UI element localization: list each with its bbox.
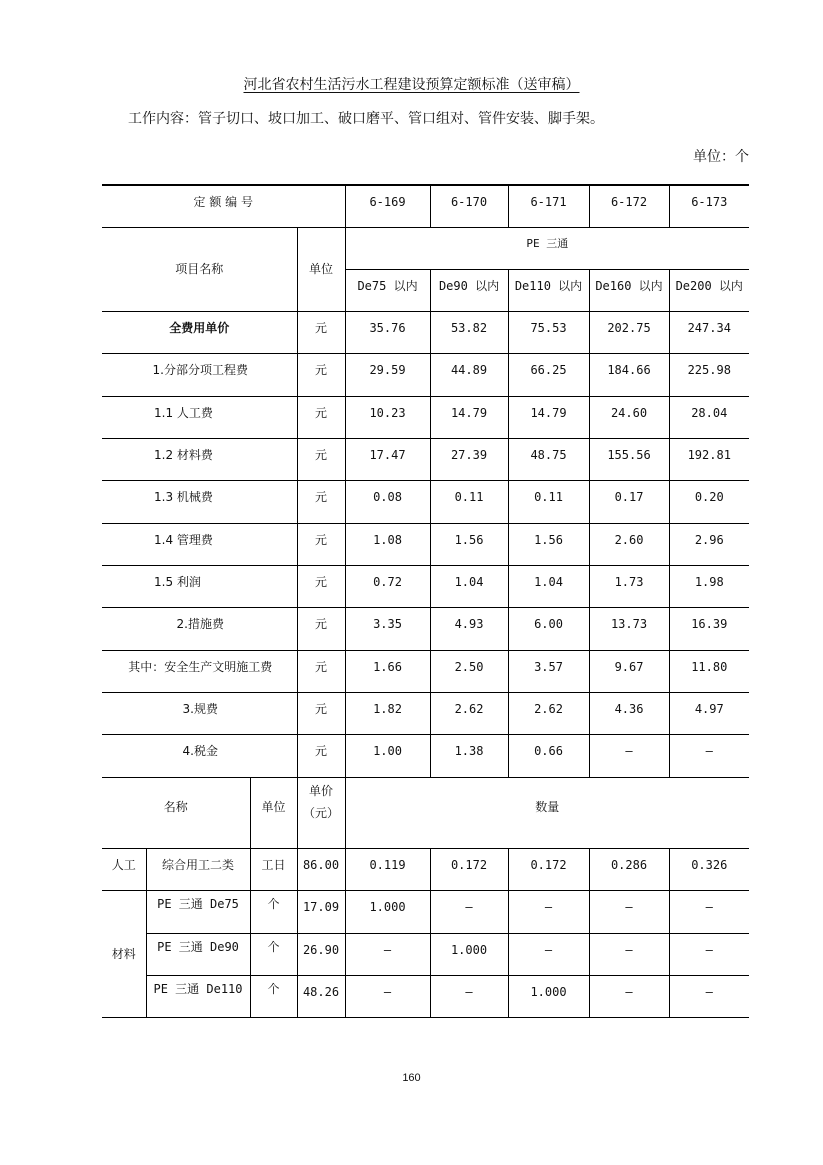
cost-value: 6.00 — [508, 607, 589, 650]
material-row — [102, 975, 749, 1017]
cost-value: 44.89 — [430, 353, 508, 396]
material-quantity: – — [589, 933, 669, 975]
material-quantity: – — [345, 975, 430, 1017]
spec-header: De75 以内 — [345, 269, 430, 311]
unit-header: 单位 — [297, 227, 345, 311]
material-row — [102, 890, 749, 933]
cost-unit: 元 — [297, 607, 345, 650]
cost-value: 2.62 — [508, 692, 589, 734]
cost-value: 35.76 — [345, 311, 430, 353]
material-quantity: – — [589, 890, 669, 933]
cost-value: 1.00 — [345, 734, 430, 777]
material-quantity: – — [589, 975, 669, 1017]
material-quantity: 1.000 — [430, 933, 508, 975]
cost-row — [102, 565, 749, 607]
cost-value: 202.75 — [589, 311, 669, 353]
cost-value: 11.80 — [669, 650, 749, 692]
cost-unit: 元 — [297, 396, 345, 438]
cost-row — [102, 396, 749, 438]
cost-unit: 元 — [297, 311, 345, 353]
labor-quantity: 0.119 — [345, 848, 430, 890]
cost-value: – — [669, 734, 749, 777]
unit-label: 单位：个 — [693, 149, 749, 165]
cost-row — [102, 734, 749, 777]
labor-quantity: 0.172 — [430, 848, 508, 890]
cost-name: 1.分部分项工程费 — [102, 353, 297, 396]
cost-name: 1.5 利润 — [102, 565, 297, 607]
cost-name: 1.2 材料费 — [102, 438, 297, 480]
cost-value: – — [589, 734, 669, 777]
labor-price: 86.00 — [297, 848, 345, 890]
resource-header-row — [102, 777, 749, 848]
material-price: 26.90 — [297, 933, 345, 975]
cost-value: 66.25 — [508, 353, 589, 396]
labor-unit: 工日 — [250, 848, 297, 890]
cost-value: 3.57 — [508, 650, 589, 692]
cost-value: 225.98 — [669, 353, 749, 396]
cost-value: 27.39 — [430, 438, 508, 480]
cost-row — [102, 650, 749, 692]
cost-name: 1.1 人工费 — [102, 396, 297, 438]
labor-quantity: 0.172 — [508, 848, 589, 890]
cost-value: 10.23 — [345, 396, 430, 438]
material-quantity: – — [669, 890, 749, 933]
item-name-header: 项目名称 — [102, 227, 297, 311]
cost-value: 0.08 — [345, 480, 430, 523]
cost-value: 1.66 — [345, 650, 430, 692]
labor-quantity: 0.286 — [589, 848, 669, 890]
resource-price-header: 单价 （元） — [297, 777, 345, 848]
quota-code-row — [102, 185, 749, 227]
material-quantity: 1.000 — [508, 975, 589, 1017]
cost-value: 4.36 — [589, 692, 669, 734]
labor-quantity: 0.326 — [669, 848, 749, 890]
material-quantity: – — [430, 890, 508, 933]
cost-name: 3.规费 — [102, 692, 297, 734]
labor-name: 综合用工二类 — [146, 848, 250, 890]
cost-value: 1.56 — [430, 523, 508, 565]
group-header: PE 三通 — [345, 227, 749, 269]
cost-row — [102, 480, 749, 523]
cost-value: 1.08 — [345, 523, 430, 565]
cost-row — [102, 353, 749, 396]
material-unit: 个 — [250, 933, 297, 975]
material-name: PE 三通 De90 — [146, 933, 250, 975]
material-name: PE 三通 De75 — [146, 890, 250, 933]
material-quantity: – — [430, 975, 508, 1017]
material-category: 材料 — [102, 890, 146, 1017]
cost-value: 28.04 — [669, 396, 749, 438]
cost-value: 0.20 — [669, 480, 749, 523]
cost-unit: 元 — [297, 565, 345, 607]
cost-value: 1.98 — [669, 565, 749, 607]
cost-value: 1.82 — [345, 692, 430, 734]
spec-header: De160 以内 — [589, 269, 669, 311]
material-name: PE 三通 De110 — [146, 975, 250, 1017]
material-quantity: – — [508, 890, 589, 933]
quota-table — [102, 184, 749, 1018]
cost-row — [102, 438, 749, 480]
material-quantity: – — [345, 933, 430, 975]
cost-value: 1.04 — [508, 565, 589, 607]
material-quantity: 1.000 — [345, 890, 430, 933]
cost-row — [102, 692, 749, 734]
material-row — [102, 933, 749, 975]
cost-name: 其中：安全生产文明施工费 — [102, 650, 297, 692]
material-quantity: – — [508, 933, 589, 975]
cost-value: 17.47 — [345, 438, 430, 480]
cost-value: 2.62 — [430, 692, 508, 734]
cost-value: 2.50 — [430, 650, 508, 692]
cost-name: 4.税金 — [102, 734, 297, 777]
material-unit: 个 — [250, 975, 297, 1017]
cost-value: 0.17 — [589, 480, 669, 523]
cost-value: 3.35 — [345, 607, 430, 650]
material-unit: 个 — [250, 890, 297, 933]
cost-value: 0.11 — [430, 480, 508, 523]
quota-code: 6-170 — [430, 185, 508, 227]
quota-code: 6-172 — [589, 185, 669, 227]
cost-unit: 元 — [297, 353, 345, 396]
document-title — [0, 74, 823, 94]
cost-value: 1.56 — [508, 523, 589, 565]
labor-category: 人工 — [102, 848, 146, 890]
document-title-text: 河北省农村生活污水工程建设预算定额标准（送审稿） — [243, 77, 580, 93]
cost-unit: 元 — [297, 650, 345, 692]
cost-value: 14.79 — [508, 396, 589, 438]
cost-row — [102, 607, 749, 650]
cost-unit: 元 — [297, 523, 345, 565]
cost-value: 16.39 — [669, 607, 749, 650]
cost-value: 1.73 — [589, 565, 669, 607]
labor-row — [102, 848, 749, 890]
cost-unit: 元 — [297, 438, 345, 480]
cost-name: 2.措施费 — [102, 607, 297, 650]
work-content: 工作内容：管子切口、坡口加工、破口磨平、管口组对、管件安装、脚手架。 — [128, 111, 604, 127]
spec-header: De200 以内 — [669, 269, 749, 311]
cost-value: 14.79 — [430, 396, 508, 438]
quota-label: 定 额 编 号 — [102, 185, 345, 227]
material-quantity: – — [669, 975, 749, 1017]
cost-value: 4.97 — [669, 692, 749, 734]
cost-unit: 元 — [297, 480, 345, 523]
resource-unit-header: 单位 — [250, 777, 297, 848]
quota-code: 6-169 — [345, 185, 430, 227]
cost-value: 13.73 — [589, 607, 669, 650]
spec-header: De90 以内 — [430, 269, 508, 311]
cost-name: 1.3 机械费 — [102, 480, 297, 523]
cost-value: 0.66 — [508, 734, 589, 777]
quota-code: 6-173 — [669, 185, 749, 227]
cost-unit: 元 — [297, 692, 345, 734]
cost-value: 192.81 — [669, 438, 749, 480]
cost-value: 29.59 — [345, 353, 430, 396]
page-number: 160 — [402, 1072, 421, 1084]
cost-value: 2.96 — [669, 523, 749, 565]
cost-value: 1.38 — [430, 734, 508, 777]
cost-row — [102, 523, 749, 565]
cost-value: 48.75 — [508, 438, 589, 480]
cost-unit: 元 — [297, 734, 345, 777]
cost-value: 247.34 — [669, 311, 749, 353]
resource-quantity-header: 数量 — [345, 777, 749, 848]
material-price: 17.09 — [297, 890, 345, 933]
cost-value: 184.66 — [589, 353, 669, 396]
cost-name: 1.4 管理费 — [102, 523, 297, 565]
spec-header: De110 以内 — [508, 269, 589, 311]
cost-row-total — [102, 311, 749, 353]
cost-value: 2.60 — [589, 523, 669, 565]
cost-name: 全费用单价 — [102, 311, 297, 353]
material-price: 48.26 — [297, 975, 345, 1017]
cost-value: 24.60 — [589, 396, 669, 438]
cost-value: 4.93 — [430, 607, 508, 650]
cost-value: 75.53 — [508, 311, 589, 353]
cost-value: 53.82 — [430, 311, 508, 353]
material-quantity: – — [669, 933, 749, 975]
cost-value: 0.72 — [345, 565, 430, 607]
header-row — [102, 227, 749, 269]
cost-value: 0.11 — [508, 480, 589, 523]
cost-value: 9.67 — [589, 650, 669, 692]
resource-name-header: 名称 — [102, 777, 250, 848]
cost-value: 1.04 — [430, 565, 508, 607]
cost-value: 155.56 — [589, 438, 669, 480]
quota-code: 6-171 — [508, 185, 589, 227]
